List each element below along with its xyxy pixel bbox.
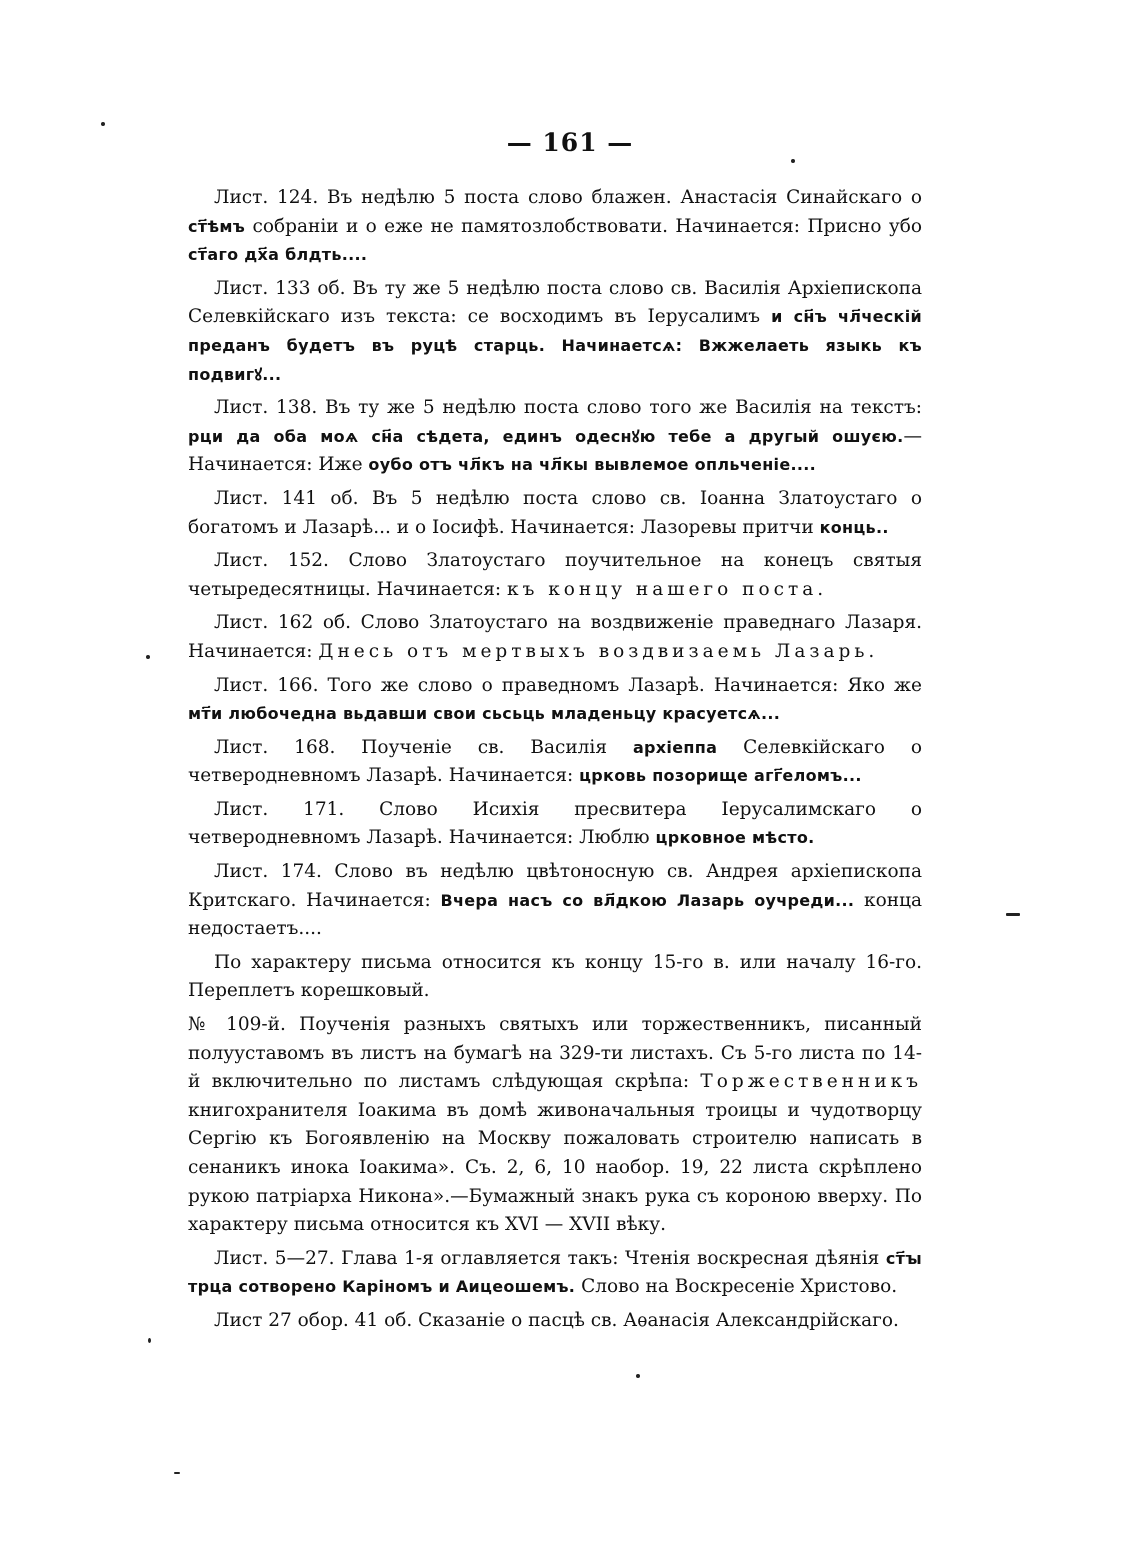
entry-list-5-27 [188, 1245, 922, 1302]
entry-list-168 [188, 734, 922, 791]
entry-text: Селевкійскаго о четверодневномъ Лазарѣ. Начинается: [188, 736, 922, 787]
slavonic-text: оубо отъ чл҃къ на чл҃кы вывлемое опльченіе.... [368, 455, 817, 475]
entry-list-124 [188, 184, 922, 270]
entry-dating-note [188, 949, 922, 1006]
scan-speck [636, 1374, 640, 1378]
entry-text: № 109-й. Поученія разныхъ святыхъ или торжественникъ, писанный полууставомъ въ листъ на бумагѣ на 329-ти листахъ. Съ 5-го листа по 14-й включительно по листамъ слѣдующая скрѣпа: [188, 1014, 922, 1093]
entry-text: Лист. 152. Слово Златоустаго поучительное на конецъ святыя четыредесятницы. Начинается: [188, 550, 922, 600]
entry-list-133 [188, 275, 922, 389]
entry-text: Лист. 138. Въ ту же 5 недѣлю поста слово того же Василія на текстъ: [214, 397, 922, 419]
entry-text: Лист 27 обор. 41 об. Сказаніе о пасцѣ св. Аѳанасія Александрійскаго. [214, 1309, 899, 1331]
entry-text: собраніи и о еже не памятозлобствовати. Начинается: Присно убо [245, 215, 922, 237]
slavonic-text: ст҃аго дх҃а блдть.... [188, 245, 368, 265]
entry-text: конца недостаетъ.... [188, 889, 923, 940]
scan-speck [101, 122, 105, 126]
entry-text: Лист. 174. Слово въ недѣлю цвѣтоносную св. Андрея архіепископа Критскаго. Начинается: [188, 861, 922, 911]
entry-text: Слово на Воскресеніе Христово. [575, 1276, 898, 1298]
entry-list-166 [188, 672, 922, 729]
entry-text: Лист. 166. Того же слово о праведномъ Лазарѣ. Начинается: Яко же [214, 674, 922, 696]
entry-text: книгохранителя Іоакима въ домѣ живоначальныя троицы и чудотворцу Сергію къ Богоявленію на Москву пожаловать строителю написать в сенаникъ инока Іоакима». Съ. 2, 6, 10 наобор. 19, 22 листа скрѣплено рукою патріарха Никона».—Бумажный знакъ рука съ короною вверху. По характеру письма относится къ XVI — XVII вѣку. [188, 1099, 922, 1236]
scan-speck [148, 1338, 151, 1343]
slavonic-text: Вчера насъ со вл҃дкою Лазарь оучреди... [440, 890, 855, 910]
entry-text: Лист. 168. Поученіе св. Василія [214, 736, 633, 758]
entry-list-171 [188, 796, 922, 853]
entry-list-152 [188, 547, 922, 604]
slavonic-text: црковное мѣсто. [655, 828, 815, 848]
scan-speck [146, 655, 150, 659]
body-text [188, 184, 922, 1341]
entry-text: Лист. 171. Слово Исихія пресвитера Іерусалимскаго о четверодневномъ Лазарѣ. Начинается: Люблю [188, 798, 922, 849]
slavonic-text: рци да оба моѧ сн҃а сѣдета, единъ одеснꙋю тебе а другый ошуєю. [188, 426, 904, 446]
slavonic-text: ст҃ѣмъ [188, 216, 246, 236]
incipit-text: къ концу нашего поста. [507, 578, 828, 600]
slavonic-text: конць.. [819, 517, 889, 537]
slavonic-text: и сн҃ъ чл҃ческій преданъ будетъ въ руцѣ старць. Начинаетсѧ: Вжжелаеть языкь къ подвигꙋ... [188, 307, 923, 384]
slavonic-text: архіеппа [632, 737, 718, 757]
incipit-text: Днесь отъ мертвыхъ воздвизаемь Лазарь. [318, 640, 879, 662]
slavonic-text: мт҃и любочедна вьдавши свои сьсьць младеньцу красуетсѧ... [188, 704, 781, 724]
slavonic-text: црковь позорище агг҃еломъ... [579, 766, 862, 786]
entry-text: Лист. 124. Въ недѣлю 5 поста слово блажен. Анастасія Синайскаго о [214, 187, 922, 208]
entry-list-138 [188, 394, 922, 480]
entry-text: Лист. 5—27. Глава 1-я оглавляется такъ: Чтенія воскресная дѣянія [214, 1247, 886, 1269]
entry-list-141 [188, 485, 922, 542]
slavonic-text: ст҃ꙑ трца сотворено Каріномъ и Аицеошемъ. [188, 1248, 922, 1297]
entry-list-27 [188, 1307, 922, 1336]
entry-text: Лист. 141 об. Въ 5 недѣлю поста слово св. Іоанна Златоустаго о богатомъ и Лазарѣ... и о Іосифѣ. Начинается: Лазоревы притчи [188, 487, 922, 538]
entry-list-174 [188, 858, 922, 944]
page-number: — 161 — [506, 128, 634, 157]
scan-speck [791, 159, 795, 163]
entry-list-162 [188, 609, 922, 666]
scan-speck [1006, 913, 1020, 916]
entry-text: Лист. 133 об. Въ ту же 5 недѣлю поста слово св. Василія Архіепископа Селевкійскаго изъ текста: се восходимъ въ Іерусалимъ [188, 277, 922, 328]
entry-text: — Начинается: Иже [188, 425, 922, 476]
entry-text: По характеру письма относится къ концу 15-го в. или началу 16-го. Переплетъ корешковый. [188, 951, 922, 1002]
incipit-text: Торжественникъ [700, 1071, 922, 1093]
scan-speck [174, 1472, 180, 1474]
entry-manuscript-109 [188, 1011, 922, 1240]
entry-text: Лист. 162 об. Слово Златоустаго на воздвиженіе праведнаго Лазаря. Начинается: [188, 612, 922, 662]
